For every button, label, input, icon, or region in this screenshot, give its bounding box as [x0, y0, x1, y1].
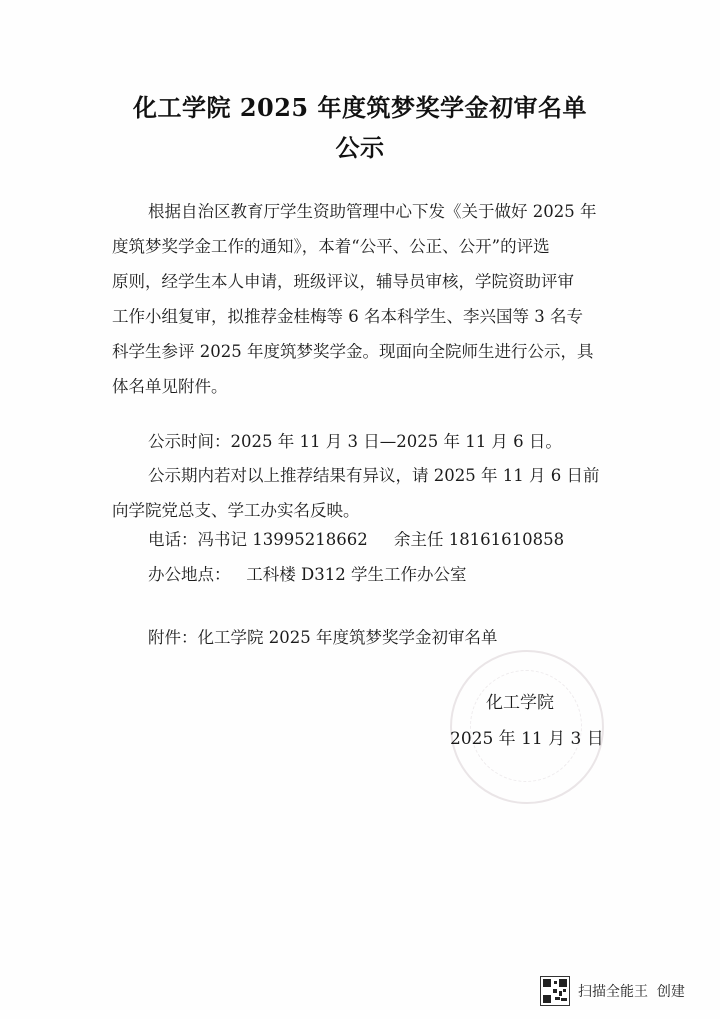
signature-date: 2025 年 11 月 3 日 — [450, 729, 604, 749]
location-text: 办公地点： 工科楼 D312 学生工作办公室 — [148, 565, 467, 584]
body-line: 体名单见附件。 — [112, 377, 228, 396]
contact-info — [112, 522, 632, 557]
document-subtitle: 公示 — [335, 133, 385, 162]
body-line: 工作小组复审，拟推荐金桂梅等 6 名本科学生、李兴国等 3 名专 — [112, 307, 583, 326]
scanner-app-label: 扫描全能王 创建 — [578, 984, 685, 1000]
attachment-text: 附件：化工学院 2025 年度筑梦奖学金初审名单 — [148, 628, 498, 647]
signer-name: 化工学院 — [486, 693, 554, 713]
body-line: 原则，经学生本人申请，班级评议，辅导员审核，学院资助评审 — [112, 272, 574, 291]
body-line: 根据自治区教育厅学生资助管理中心下发《关于做好 2025 年 — [148, 202, 597, 221]
notice-period-text: 公示时间：2025 年 11 月 3 日—2025 年 11 月 6 日。 — [148, 432, 562, 451]
body-line: 科学生参评 2025 年度筑梦奖学金。现面向全院师生进行公示，具 — [112, 342, 594, 361]
objection-line: 公示期内若对以上推荐结果有异议，请 2025 年 11 月 6 日前 — [148, 466, 600, 485]
document-title: 化工学院 2025 年度筑梦奖学金初审名单 — [132, 93, 587, 122]
notice-period — [112, 424, 632, 459]
contact-text: 电话：冯书记 13995218662 余主任 18161610858 — [148, 530, 565, 549]
objection-paragraph — [112, 458, 632, 528]
qr-code-icon — [540, 976, 570, 1006]
office-location — [112, 557, 632, 592]
objection-line: 向学院党总支、学工办实名反映。 — [112, 501, 360, 520]
body-line: 度筑梦奖学金工作的通知》，本着“公平、公正、公开”的评选 — [112, 237, 550, 256]
attachment-note — [112, 620, 632, 655]
body-paragraph — [112, 194, 632, 404]
scanner-watermark — [540, 975, 712, 1007]
